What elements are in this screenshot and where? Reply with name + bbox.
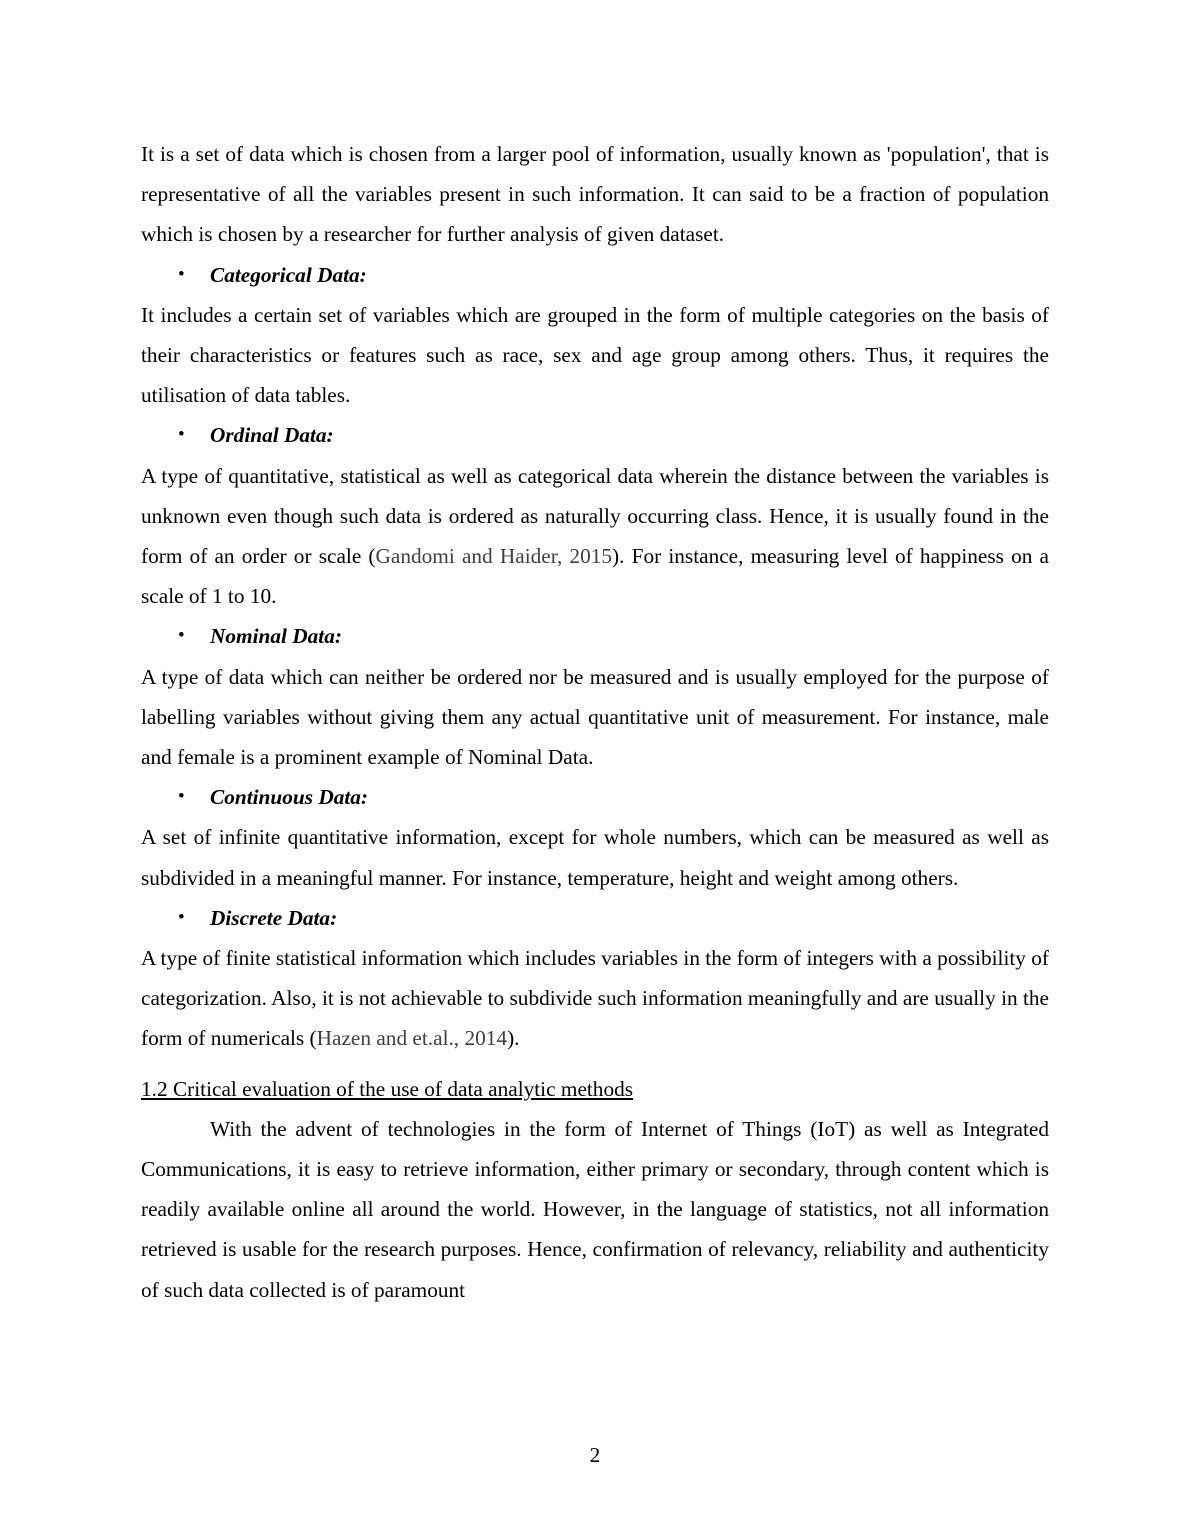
nominal-heading: Nominal Data: [210, 624, 342, 649]
bullet-icon: • [178, 906, 185, 928]
bullet-ordinal-data [141, 415, 1049, 455]
ordinal-text-after: ). For instance, measuring level of happiness on a scale of 1 to 10. [141, 544, 1049, 609]
bullet-icon: • [178, 263, 185, 285]
continuous-paragraph: A set of infinite quantitative information, except for whole numbers, which can be measured as well as subdivided in a meaningful manner. For instance, temperature, height and weight among others. [141, 825, 1049, 890]
categorical-paragraph: It includes a certain set of variables which are grouped in the form of multiple categories on the basis of their characteristics or features such as race, sex and age group among others. Thus, it requires the utilisation of data tables. [141, 302, 1049, 408]
ordinal-paragraph [141, 456, 1049, 617]
page-content [141, 134, 1049, 1310]
section-heading: 1.2 Critical evaluation of the use of data analytic methods [141, 1076, 634, 1101]
ordinal-heading: Ordinal Data: [210, 423, 334, 448]
section-paragraph: With the advent of technologies in the form of Internet of Things (IoT) as well as Integrated Communications, it is easy to retrieve information, either primary or secondary, through content which is readily available online all around the world. However, in the language of statistics, not all information retrieved is usable for the research purposes. Hence, confirmation of relevancy, reliability and authenticity of such data collected is of paramount [141, 1116, 1049, 1302]
bullet-categorical-data [141, 255, 1049, 295]
ordinal-citation: Gandomi and Haider, 2015 [375, 544, 613, 569]
discrete-text-before: A type of finite statistical information which includes variables in the form of integers with a possibility of categorization. Also, it is not achievable to subdivide such information meaningfully and are usually in the form of numericals ( [141, 946, 1049, 1051]
nominal-paragraph: A type of data which can neither be ordered nor be measured and is usually employed for the purpose of labelling variables without giving them any actual quantitative unit of measurement. For instance, male and female is a prominent example of Nominal Data. [141, 664, 1049, 770]
continuous-heading: Continuous Data: [210, 785, 369, 810]
bullet-icon: • [178, 424, 185, 446]
bullet-icon: • [178, 625, 185, 647]
bullet-nominal-data [141, 616, 1049, 656]
categorical-heading: Categorical Data: [210, 262, 367, 287]
sampling-paragraph: It is a set of data which is chosen from a larger pool of information, usually known as 'population', that is representative of all the variables present in such information. It can said to be a fraction of population which is chosen by a researcher for further analysis of given dataset. [141, 142, 1049, 247]
bullet-discrete-data [141, 898, 1049, 938]
bullet-icon: • [178, 786, 185, 808]
bullet-continuous-data [141, 777, 1049, 817]
discrete-paragraph [141, 938, 1049, 1059]
page-number: 2 [589, 1443, 601, 1467]
discrete-citation: Hazen and et.al., 2014 [316, 1026, 508, 1051]
ordinal-text-before: A type of quantitative, statistical as well as categorical data wherein the distance between the variables is unknown even though such data is ordered as naturally occurring class. Hence, it is usually found in the form of an order or scale ( [141, 463, 1049, 569]
discrete-text-after: ). [507, 1026, 520, 1051]
discrete-heading: Discrete Data: [210, 905, 338, 930]
